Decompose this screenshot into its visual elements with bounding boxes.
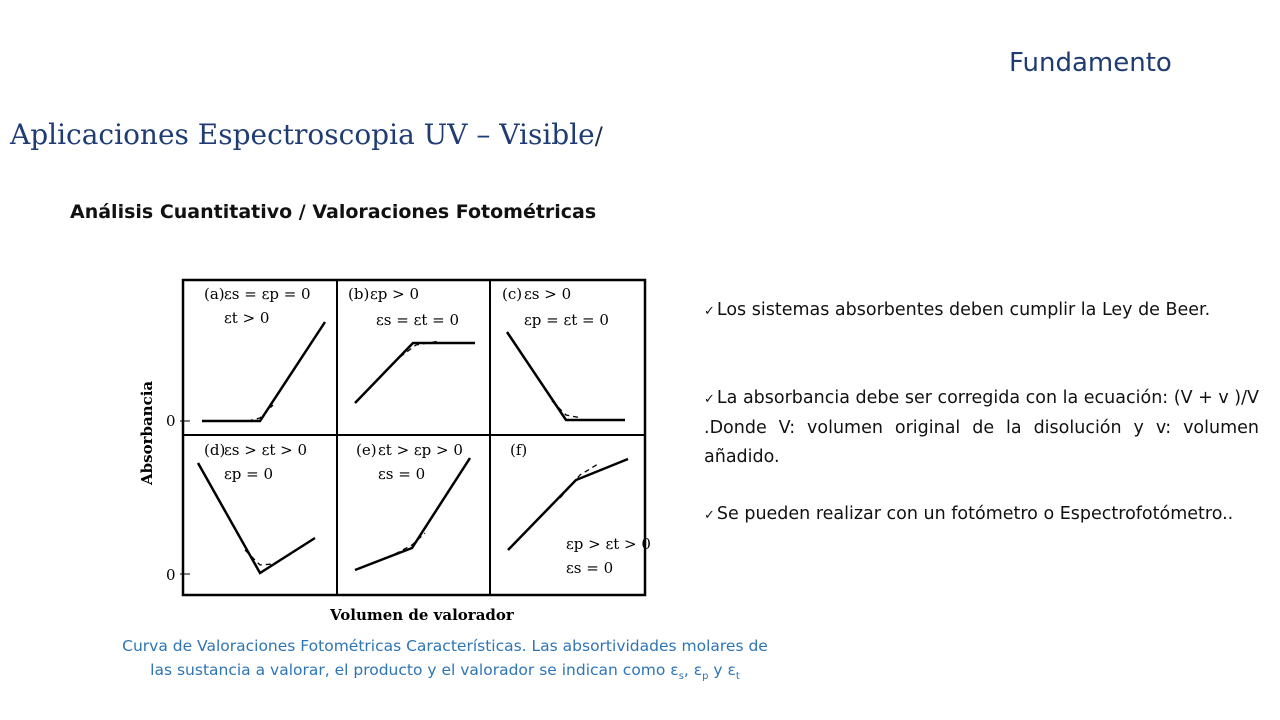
panel-f-id: (f) [510, 441, 528, 459]
y-axis-label: Absorbancia [138, 380, 156, 485]
panel-c-dashed-curve [552, 401, 582, 418]
x-axis-label: Volumen de valorador [330, 606, 514, 624]
y-tick-lower: 0 [166, 566, 176, 584]
slide-title-text: Aplicaciones Espectroscopia UV – Visible [10, 118, 595, 151]
panel-d-id: (d) [204, 441, 226, 459]
panel-b-curve [355, 343, 475, 403]
panel-a-cond1: εs = εp = 0 [224, 285, 311, 303]
panel-c-curve [507, 332, 625, 420]
caption-line-2: las sustancia a valorar, el producto y el valorador se indican como $\varepsilon_s$, $\varepsilon_p$ y $\varepsilon_t$ [150, 661, 740, 683]
panel-b-id: (b) [348, 285, 370, 303]
section-heading: Fundamento [1009, 48, 1172, 78]
checkmark-icon: ✓ [704, 304, 715, 319]
bullet-item: ✓ Los sistemas absorbentes deben cumplir la Ley de Beer. [704, 300, 1211, 320]
slide-title-slash: / [594, 122, 603, 150]
panel-f-cond1: εp > εt > 0 [566, 535, 651, 553]
slide-subtitle: Análisis Cuantitativo / Valoraciones Fotométricas [70, 201, 597, 223]
figure-caption [84, 634, 806, 689]
bullet-item: ✓ La absorbancia debe ser corregida con la ecuación: (V + v )/V .Donde V: volumen original de la disolución y v: volumen añadido. [704, 388, 1259, 467]
panel-e-id: (e) [356, 441, 377, 459]
checkmark-icon: ✓ [704, 392, 715, 407]
slide-title [10, 118, 603, 151]
panel-b-cond1: εp > 0 [370, 285, 420, 303]
panel-e-cond1: εt > εp > 0 [378, 441, 463, 459]
panel-b-cond2: εs = εt = 0 [376, 311, 460, 329]
y-tick-upper: 0 [166, 412, 176, 430]
panel-d-cond1: εs > εt > 0 [224, 441, 308, 459]
titration-curves-svg [120, 265, 660, 635]
panel-c-cond2: εp = εt = 0 [524, 311, 609, 329]
panel-f-dashed-curve [560, 464, 598, 498]
panel-c-cond1: εs > 0 [524, 285, 572, 303]
panel-e-cond2: εs = 0 [378, 465, 426, 483]
panel-d-cond2: εp = 0 [224, 465, 274, 483]
titration-curves-figure [120, 265, 660, 635]
panel-c-id: (c) [502, 285, 523, 303]
caption-line-1: Curva de Valoraciones Fotométricas Características. Las absortividades molares de [122, 637, 768, 655]
panel-f-cond2: εs = 0 [566, 559, 614, 577]
checkmark-icon: ✓ [704, 508, 715, 523]
panel-a-curve [202, 322, 325, 421]
bullet-item: ✓ Se pueden realizar con un fotómetro o Espectrofotómetro.. [704, 504, 1234, 524]
panel-a-cond2: εt > 0 [224, 309, 270, 327]
panel-a-id: (a) [204, 285, 225, 303]
